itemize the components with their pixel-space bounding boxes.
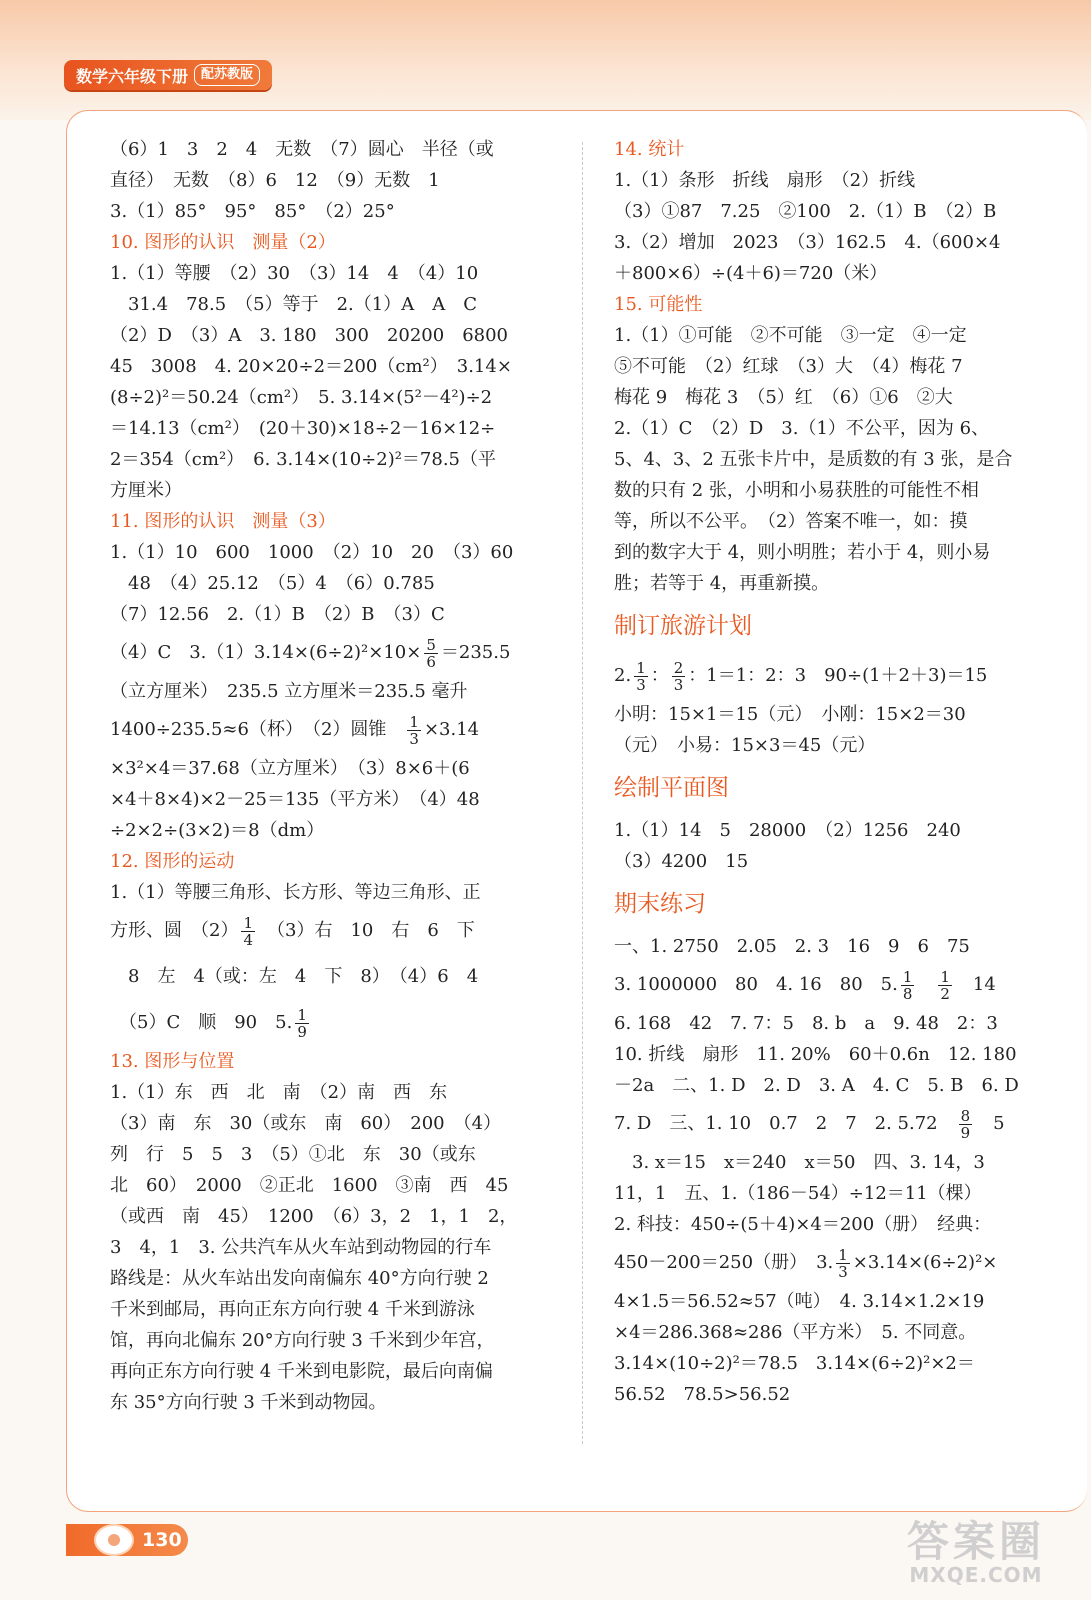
answer-line: 胜；若等于 4，再重新摸。 <box>614 573 830 594</box>
section-heading-14: 14. 统计 <box>614 139 685 160</box>
page-number-tab <box>66 1524 188 1556</box>
fraction-denominator: 3 <box>673 675 684 694</box>
answer-line: （7）12.56 2.（1）B （2）B （3）C <box>110 604 445 625</box>
answer-line: 31.4 78.5 （5）等于 2.（1）A A C <box>110 294 478 315</box>
answer-line: （立方厘米） 235.5 立方厘米＝235.5 毫升 <box>110 681 468 702</box>
watermark-text: 答案圈 <box>906 1517 1045 1566</box>
section-heading-11: 11. 图形的认识 测量（3） <box>110 511 336 532</box>
fraction <box>901 969 915 1002</box>
site-watermark <box>891 1517 1061 1587</box>
answer-line: （3）南 东 30（或东 南 60） 200 （4） <box>110 1113 502 1134</box>
fraction <box>424 637 438 670</box>
answer-line: ×3²×4＝37.68（立方厘米） （3）8×6＋(6 <box>110 758 470 779</box>
fraction-numerator: 5 <box>426 635 436 654</box>
answer-line: 1.（1）等腰三角形、长方形、等边三角形、正 <box>110 882 481 903</box>
answer-text: ×3.14 <box>423 719 480 740</box>
answer-text: 7. D 三、1. 10 0.7 2 7 2. 5.72 <box>614 1113 938 1134</box>
fraction-denominator: 8 <box>902 984 913 1003</box>
answer-line <box>110 908 546 954</box>
answer-line: ＋800×6）÷(4＋6)＝720（米） <box>614 263 888 284</box>
answer-line: 小明：15×1＝15（元） 小刚：15×2＝30 <box>614 704 966 725</box>
fraction-denominator: 3 <box>409 729 419 748</box>
answer-text: ：1＝1：2：3 90÷(1＋2＋3)＝15 <box>688 665 988 686</box>
answer-line: （2）D （3）A 3. 180 300 20200 6800 <box>110 325 509 346</box>
fraction <box>672 660 686 693</box>
right-column <box>614 134 1054 1410</box>
answer-line: 6. 168 42 7. 7：5 8. b a 9. 48 2：3 <box>614 1013 998 1034</box>
answer-line: 1.（1）等腰 （2）30 （3）14 4 （4）10 <box>110 263 479 284</box>
answer-line <box>110 707 546 753</box>
answer-text: ： <box>650 665 669 686</box>
fraction <box>407 714 421 747</box>
answer-line: 等，所以不公平。 （2）答案不唯一，如：摸 <box>614 511 968 532</box>
fraction-denominator: 4 <box>243 930 253 949</box>
section-heading-final-exercise: 期末练习 <box>614 891 706 917</box>
fraction <box>836 1247 850 1280</box>
fraction-denominator: 6 <box>426 652 436 671</box>
answer-line: （6）1 3 2 4 无数 （7）圆心 半径（或 <box>110 139 494 160</box>
answer-line: 10. 折线 扇形 11. 20% 60＋0.6n 12. 180 <box>614 1044 1017 1065</box>
section-heading-floor-plan: 绘制平面图 <box>614 775 729 801</box>
fraction-numerator: 1 <box>636 658 646 677</box>
left-column <box>110 134 546 1418</box>
section-heading-10: 10. 图形的认识 测量（2） <box>110 232 336 253</box>
page-dot-icon <box>94 1524 134 1556</box>
answer-line: 北 60） 2000 ②正北 1600 ③南 西 45 <box>110 1175 509 1196</box>
answer-line <box>614 1101 1054 1147</box>
fraction <box>241 915 255 948</box>
answer-line: －2a 二、1. D 2. D 3. A 4. C 5. B 6. D <box>614 1075 1019 1096</box>
answer-line: 直径） 无数 （8）6 12 （9）无数 1 <box>110 170 440 191</box>
answer-line: 8 左 4（或：左 4 下 8） （4）6 4 <box>110 966 479 987</box>
answer-line: 一、1. 2750 2.05 2. 3 16 9 6 75 <box>614 936 970 957</box>
answer-line: 2. 科技：450÷(5＋4)×4＝200（册） 经典： <box>614 1214 992 1235</box>
answer-text: 450－200＝250（册） 3. <box>614 1252 834 1273</box>
watermark-url: MXQE.COM <box>909 1563 1043 1587</box>
answer-text: 1400÷235.5≈6（杯） （2）圆锥 <box>110 719 405 740</box>
fraction <box>634 660 648 693</box>
fraction-numerator: 2 <box>673 658 684 677</box>
answer-text: 3. 1000000 80 4. 16 80 5. <box>614 974 898 995</box>
answer-line: 4×1.5＝56.52≈57（吨） 4. 3.14×1.2×19 <box>614 1291 985 1312</box>
fraction <box>295 1007 309 1040</box>
section-heading-travel-plan: 制订旅游计划 <box>614 613 752 639</box>
answer-text: 2. <box>614 665 632 686</box>
answer-line <box>614 653 1054 699</box>
answer-text: 14 <box>954 974 996 995</box>
answer-line: 56.52 78.5>56.52 <box>614 1384 791 1405</box>
fraction-numerator: 8 <box>960 1106 971 1125</box>
answer-text: （3）右 10 右 6 下 <box>258 920 475 941</box>
answer-line: ×4＋8×4)×2－25＝135（平方米） （4）48 <box>110 789 480 810</box>
fraction-denominator: 3 <box>838 1262 848 1281</box>
answer-line <box>614 962 1054 1008</box>
answer-line: ⑤不可能 （2）红球 （3）大 （4）梅花 7 <box>614 356 963 377</box>
answer-line: 到的数字大于 4，则小明胜；若小于 4，则小易 <box>614 542 991 563</box>
answer-line: 3 4，1 3. 公共汽车从火车站到动物园的行车 <box>110 1237 492 1258</box>
answer-text: ×3.14×(6÷2)²× <box>852 1252 998 1273</box>
answer-text: ＝235.5 <box>440 642 511 663</box>
fraction-numerator: 1 <box>297 1005 307 1024</box>
fraction-numerator: 1 <box>243 913 253 932</box>
answer-line: 3.14×(10÷2)²＝78.5 3.14×(6÷2)²×2＝ <box>614 1353 975 1374</box>
answer-line <box>110 1000 546 1046</box>
answer-text: （5）C 顺 90 5. <box>110 1012 293 1033</box>
answer-line: 路线是：从火车站出发向南偏东 40°方向行驶 2 <box>110 1268 489 1289</box>
fraction-numerator: 1 <box>838 1245 848 1264</box>
answer-line: 1.（1）东 西 北 南 （2）南 西 东 <box>110 1082 448 1103</box>
fraction-numerator: 1 <box>940 967 950 986</box>
answer-line: 1.（1）10 600 1000 （2）10 20 （3）60 <box>110 542 514 563</box>
answer-line <box>110 630 546 676</box>
column-divider <box>582 142 583 1444</box>
answer-text: 方形、圆 （2） <box>110 920 239 941</box>
answer-line: ×4＝286.368≈286（平方米） 5. 不同意。 <box>614 1322 977 1343</box>
section-heading-12: 12. 图形的运动 <box>110 851 235 872</box>
page-number: 130 <box>142 1529 182 1551</box>
answer-line: （3）①87 7.25 ②100 2.（1）B （2）B <box>614 201 997 222</box>
fraction <box>959 1108 973 1141</box>
answer-line: 48 （4）25.12 （5）4 （6）0.785 <box>110 573 435 594</box>
fraction-numerator: 1 <box>409 712 419 731</box>
answer-line: 3.（2）增加 2023 （3）162.5 4.（600×4 <box>614 232 1001 253</box>
answer-line: 1.（1）条形 折线 扇形 （2）折线 <box>614 170 916 191</box>
answer-line: 2＝354（cm²） 6. 3.14×(10÷2)²＝78.5（平 <box>110 449 497 470</box>
fraction-denominator: 9 <box>960 1123 971 1142</box>
answer-text: 5 <box>975 1113 1005 1134</box>
answer-line: 再向正东方向行驶 4 千米到电影院，最后向南偏 <box>110 1361 493 1382</box>
answer-line: （3）4200 15 <box>614 851 749 872</box>
answer-line: 3.（1）85° 95° 85° （2）25° <box>110 201 395 222</box>
answer-line: 3. x＝15 x＝240 x＝50 四、3. 14，3 <box>614 1152 985 1173</box>
fraction-denominator: 2 <box>940 984 950 1003</box>
fraction-numerator: 1 <box>902 967 913 986</box>
answer-line: 东 35°方向行驶 3 千米到动物园。 <box>110 1392 387 1413</box>
answer-line: 列 行 5 5 3 （5）①北 东 30（或东 <box>110 1144 476 1165</box>
answer-line: 45 3008 4. 20×20÷2＝200（cm²） 3.14× <box>110 356 512 377</box>
fraction <box>938 969 952 1002</box>
answer-line: 梅花 9 梅花 3 （5）红 （6）①6 ②大 <box>614 387 953 408</box>
fraction-denominator: 9 <box>297 1022 307 1041</box>
book-title-tag <box>64 60 272 90</box>
answer-line: 馆，再向北偏东 20°方向行驶 3 千米到少年宫， <box>110 1330 495 1351</box>
answer-line: ÷2×2÷(3×2)＝8（dm） <box>110 820 325 841</box>
book-edition: 配苏教版 <box>194 64 260 86</box>
section-heading-13: 13. 图形与位置 <box>110 1051 235 1072</box>
answer-line: （元） 小易：15×3＝45（元） <box>614 735 876 756</box>
answer-line: 1.（1）14 5 28000 （2）1256 240 <box>614 820 961 841</box>
answer-line <box>614 1240 1054 1286</box>
answer-line: 5、4、3、2 五张卡片中，是质数的有 3 张，是合 <box>614 449 1013 470</box>
answer-line: 2.（1）C （2）D 3.（1）不公平，因为 6、 <box>614 418 990 439</box>
answer-line: 11，1 五、1.（186－54）÷12＝11（棵） <box>614 1183 982 1204</box>
answer-line: 方厘米） <box>110 480 182 501</box>
answer-text: （4）C 3.（1）3.14×(6÷2)²×10× <box>110 642 422 663</box>
section-heading-15: 15. 可能性 <box>614 294 703 315</box>
answer-line: (8÷2)²＝50.24（cm²） 5. 3.14×(5²－4²)÷2 <box>110 387 493 408</box>
answer-line: 数的只有 2 张，小明和小易获胜的可能性不相 <box>614 480 979 501</box>
answer-line: （或西 南 45） 1200 （6）3，2 1，1 2， <box>110 1206 518 1227</box>
book-title: 数学六年级下册 <box>76 66 189 86</box>
answer-line: ＝14.13（cm²） (20＋30)×18÷2－16×12÷ <box>110 418 496 439</box>
answer-line: 1.（1）①可能 ②不可能 ③一定 ④一定 <box>614 325 967 346</box>
fraction-denominator: 3 <box>636 675 646 694</box>
answer-line: 千米到邮局，再向正东方向行驶 4 千米到游泳 <box>110 1299 475 1320</box>
